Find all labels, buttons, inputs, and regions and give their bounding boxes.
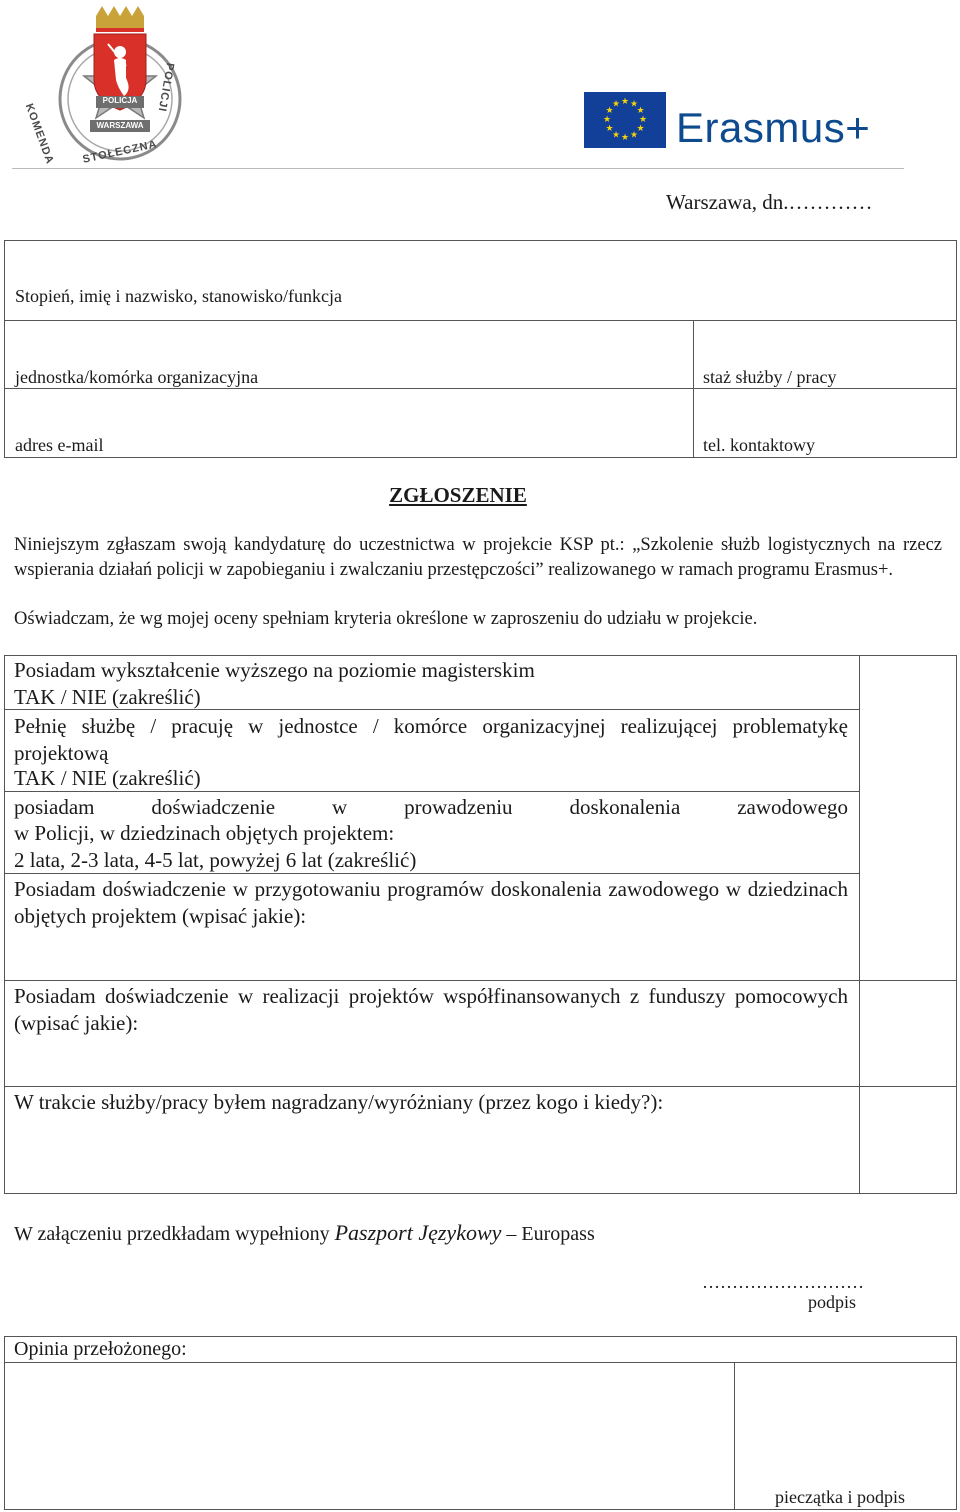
svg-text:★: ★: [620, 133, 630, 143]
form-title: ZGŁOSZENIE: [389, 483, 527, 507]
supervisor-opinion-label: Opinia przełożonego:: [14, 1338, 187, 1360]
criterion-education: Posiadam wykształcenie wyższego na poziomie magisterskim: [14, 658, 535, 682]
criterion-education-note: TAK / NIE (zakreślić): [14, 685, 201, 709]
header-divider: [12, 168, 904, 169]
attachment-line: [14, 1220, 595, 1246]
signature-dots: ………………………: [702, 1272, 864, 1292]
criterion-experience-line2: w Policji, w dziedzinach objętych projektem:: [14, 821, 395, 845]
svg-text:★: ★: [620, 97, 630, 107]
svg-text:★: ★: [605, 124, 614, 134]
attachment-italic: Paszport Językowy: [334, 1220, 502, 1245]
criterion-cofinanced-projects: Posiadam doświadczenie w realizacji projektów współfinansowanych z funduszy pomocowych (wpisać jakie):: [14, 984, 848, 1035]
svg-text:★: ★: [636, 106, 645, 116]
criterion-experience-line1: posiadam doświadczenie w prowadzeniu doskonalenia zawodowego: [14, 795, 848, 819]
police-ring-text-bottom: STOŁECZNA: [81, 138, 159, 166]
svg-text:★: ★: [636, 124, 645, 134]
unit-label: jednostka/komórka organizacyjna: [15, 367, 259, 387]
svg-text:★: ★: [611, 130, 621, 141]
phone-label: tel. kontaktowy: [703, 435, 815, 455]
erasmus-logo-text: Erasmus+: [676, 104, 871, 151]
attachment-prefix: W załączeniu przedkładam wypełniony: [14, 1223, 335, 1245]
intro-paragraph: Niniejszym zgłaszam swoją kandydaturę do uczestnictwa w projekcie KSP pt.: „Szkolenie służb logistycznych na rzecz wspierania działań policji w zapobieganiu i zwalczaniu przestępczości” realizowanego w ramach programu Erasmus+.: [14, 535, 942, 580]
criterion-experience-note: 2 lata, 2-3 lata, 4-5 lat, powyżej 6 lat (zakreślić): [14, 848, 417, 872]
police-ring-text-left: KOMENDA: [22, 102, 56, 167]
rank-name-position-label: Stopień, imię i nazwisko, stanowisko/funkcja: [15, 286, 342, 306]
applicant-info-table: [4, 240, 957, 458]
police-ring-text-right: POLICJI: [155, 61, 176, 114]
svg-text:★: ★: [629, 99, 639, 110]
criterion-unit-note: TAK / NIE (zakreślić): [14, 766, 201, 790]
criterion-awards: W trakcie służby/pracy byłem nagradzany/wyróżniany (przez kogo i kiedy?):: [14, 1090, 664, 1114]
police-badge-bottom-text: WARSZAWA: [96, 121, 144, 130]
intro-statement: Oświadczam, że wg mojej oceny spełniam kryteria określone w zaproszeniu do udziału w projekcie.: [14, 609, 758, 629]
svg-text:★: ★: [602, 115, 612, 125]
criterion-unit: Pełnię służbę / pracuję w jednostce / komórce organizacyjnej realizującej problematykę projektową: [14, 714, 848, 765]
svg-text:★: ★: [629, 130, 639, 141]
signature-label: podpis: [808, 1292, 857, 1312]
date-line: Warszawa, dn.…………: [666, 190, 873, 214]
svg-text:★: ★: [611, 99, 621, 110]
email-label: adres e-mail: [15, 435, 104, 455]
criterion-programs: Posiadam doświadczenie w przygotowaniu programów doskonalenia zawodowego w dziedzinach objętych projektem (wpisać jakie):: [14, 877, 848, 928]
service-length-label: staż służby / pracy: [703, 367, 837, 387]
eu-flag-icon: [584, 92, 666, 148]
svg-text:★: ★: [605, 106, 614, 116]
police-badge-top-text: POLICJA: [102, 96, 138, 105]
svg-text:★: ★: [638, 115, 648, 125]
stamp-signature-label: pieczątka i podpis: [775, 1487, 905, 1507]
attachment-suffix: – Europass: [501, 1223, 595, 1245]
